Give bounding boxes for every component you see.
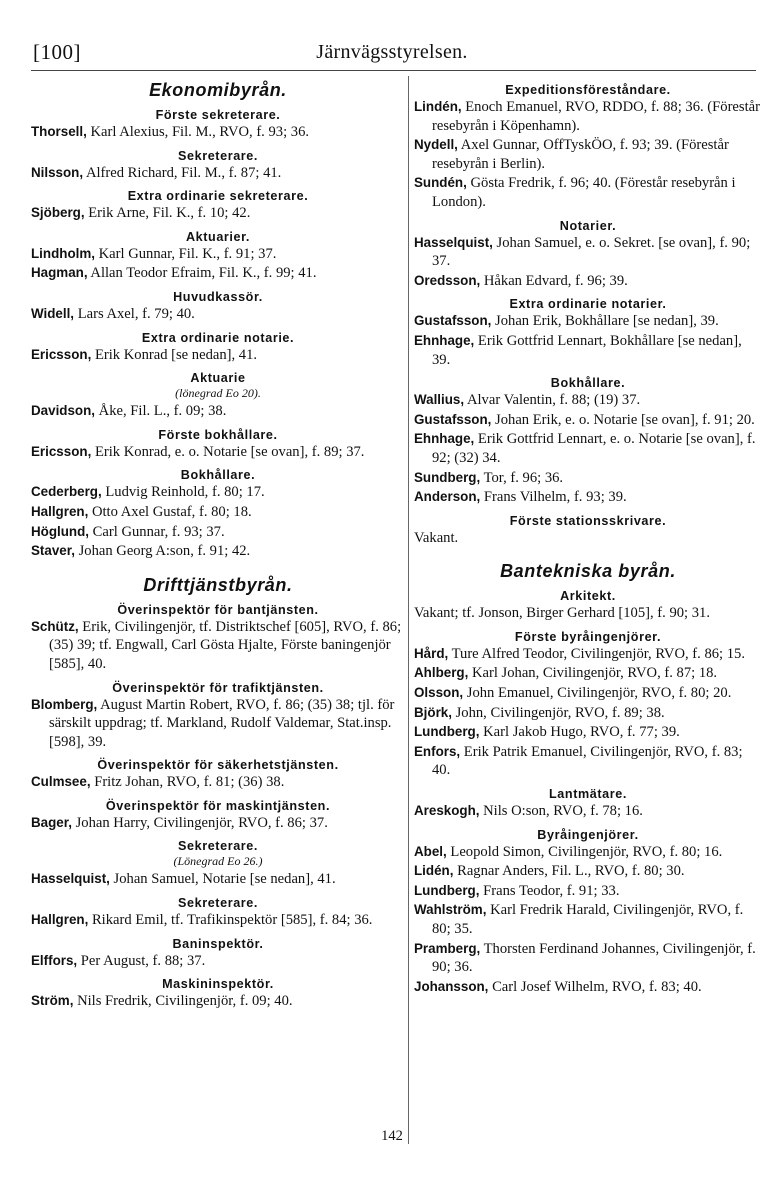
entry-details: Alfred Richard, Fil. M., f. 87; 41.	[85, 164, 282, 181]
salary-grade-note: (Lönegrad Eo 26.)	[173, 854, 263, 869]
staff-entry	[414, 723, 762, 742]
position-heading: Extra ordinarie notarie.	[141, 330, 295, 345]
surname: Elffors,	[31, 952, 78, 968]
staff-entry	[414, 529, 762, 548]
surname: Schütz,	[31, 618, 79, 634]
position-heading: Bokhållare.	[550, 376, 626, 391]
entry-details: Gösta Fredrik, f. 96; 40. (Förestår resebyrån i London).	[432, 175, 736, 210]
surname: Davidson,	[31, 403, 95, 419]
surname: Hallgren,	[31, 503, 89, 519]
position-heading: Extra ordinarie sekreterare.	[127, 189, 309, 204]
surname: Ericsson,	[31, 346, 92, 362]
position-heading: Aktuarie	[190, 371, 246, 386]
page-title: Järnvägsstyrelsen.	[316, 41, 468, 63]
surname: Enfors,	[414, 743, 461, 759]
entry-details: Karl Fredrik Harald, Civilingenjör, RVO, f. 80; 35.	[432, 902, 744, 937]
staff-entry	[414, 645, 762, 664]
staff-entry	[414, 843, 762, 862]
surname: Sundén,	[414, 175, 467, 191]
staff-entry	[414, 136, 762, 173]
staff-entry	[31, 123, 405, 142]
entry-details: Johan Erik, e. o. Notarie [se ovan], f. 91; 20.	[495, 411, 755, 428]
entry-details: Erik Konrad [se nedan], 41.	[94, 346, 258, 363]
staff-entry	[414, 862, 762, 881]
position-heading: Extra ordinarie notarier.	[509, 297, 667, 312]
surname: Hagman,	[31, 265, 88, 281]
entry-details: Allan Teodor Efraim, Fil. K., f. 99; 41.	[90, 265, 317, 282]
entry-details: Carl Josef Wilhelm, RVO, f. 83; 40.	[492, 978, 702, 995]
left-column	[31, 76, 405, 1012]
surname: Abel,	[414, 843, 447, 859]
entry-details: Ragnar Anders, Fil. L., RVO, f. 80; 30.	[457, 863, 685, 880]
surname: Hallgren,	[31, 912, 89, 928]
staff-entry	[31, 814, 405, 833]
staff-entry	[414, 684, 762, 703]
position-heading: Förste byråingenjörer.	[514, 629, 662, 644]
position-heading: Huvudkassör.	[173, 289, 263, 304]
surname: Anderson,	[414, 489, 481, 505]
surname: Ehnhage,	[414, 332, 475, 348]
staff-entry	[31, 503, 405, 522]
entry-details: Otto Axel Gustaf, f. 80; 18.	[91, 503, 252, 520]
staff-entry	[31, 245, 405, 264]
entry-details: Per August, f. 88; 37.	[80, 952, 206, 969]
position-heading: Förste bokhållare.	[158, 427, 278, 442]
surname: Lundberg,	[414, 724, 480, 740]
entry-details: Vakant; tf. Jonson, Birger Gerhard [105], f. 90; 31.	[414, 605, 711, 622]
entry-details: Leopold Simon, Civilingenjör, RVO, f. 80; 16.	[450, 843, 723, 860]
position-heading: Överinspektör för maskintjänsten.	[105, 798, 331, 813]
entry-details: Erik, Civilingenjör, tf. Distriktschef [605], RVO, f. 86; (35) 39; tf. Engwall, Carl Gösta Hjalte, Förste baningenjör [585], 40.	[49, 618, 402, 672]
surname: Wallius,	[414, 392, 465, 408]
surname: Oredsson,	[414, 272, 481, 288]
entry-details: Erik Patrik Emanuel, Civilingenjör, RVO, f. 83; 40.	[432, 743, 743, 779]
section-title: Drifttjänstbyrån.	[143, 574, 293, 595]
entry-details: Ture Alfred Teodor, Civilingenjör, RVO, f. 86; 15.	[451, 645, 745, 662]
position-heading: Byråingenjörer.	[537, 827, 639, 842]
surname: Sundberg,	[414, 469, 481, 485]
position-heading: Arkitekt.	[560, 589, 616, 604]
position-heading: Sekreterare.	[177, 148, 259, 163]
surname: Staver,	[31, 543, 75, 559]
staff-entry	[31, 773, 405, 792]
position-heading: Förste sekreterare.	[155, 108, 281, 122]
surname: Lidén,	[414, 863, 454, 879]
staff-entry	[414, 332, 762, 369]
entry-details: August Martin Robert, RVO, f. 86; (35) 38; tjl. för särskilt uppdrag; tf. Markland, Rudolf Valdemar, Stat.insp. [598], 39.	[49, 696, 395, 750]
staff-entry	[414, 98, 762, 135]
surname: Olsson,	[414, 685, 464, 701]
position-heading: Baninspektör.	[172, 936, 264, 951]
entry-details: Alvar Valentin, f. 88; (19) 37.	[466, 392, 641, 409]
entry-details: Karl Alexius, Fil. M., RVO, f. 93; 36.	[90, 124, 310, 140]
running-header	[0, 40, 784, 74]
surname: Hård,	[414, 645, 449, 661]
entry-details: Johan Samuel, Notarie [se nedan], 41.	[113, 871, 336, 888]
surname: Björk,	[414, 704, 452, 720]
surname: Widell,	[31, 305, 75, 321]
surname: Höglund,	[31, 523, 90, 539]
surname: Pramberg,	[414, 940, 481, 956]
staff-entry	[414, 312, 762, 331]
position-heading: Aktuarier.	[185, 229, 251, 244]
staff-entry	[31, 204, 405, 223]
surname: Ericsson,	[31, 443, 92, 459]
staff-entry	[414, 174, 762, 211]
surname: Culmsee,	[31, 774, 91, 790]
header-rule	[31, 70, 756, 71]
position-heading: Sekreterare.	[177, 839, 259, 854]
entry-details: John, Civilingenjör, RVO, f. 89; 38.	[455, 704, 665, 721]
entry-details: Tor, f. 96; 36.	[483, 469, 564, 486]
staff-entry	[31, 870, 405, 889]
position-heading: Bokhållare.	[180, 468, 256, 483]
position-heading: Expeditionsföreståndare.	[505, 83, 671, 97]
entry-details: Erik Gottfrid Lennart, e. o. Notarie [se ovan], f. 92; (32) 34.	[432, 431, 756, 466]
entry-details: Håkan Edvard, f. 96; 39.	[483, 272, 628, 289]
staff-entry	[414, 978, 762, 997]
surname: Ström,	[31, 993, 74, 1009]
entry-details: Johan Georg A:son, f. 91; 42.	[78, 543, 251, 560]
entry-details: Ludvig Reinhold, f. 80; 17.	[105, 484, 265, 501]
staff-entry	[414, 604, 762, 623]
position-heading: Överinspektör för bantjänsten.	[117, 602, 319, 617]
entry-details: Erik Konrad, e. o. Notarie [se ovan], f. 89; 37.	[94, 443, 365, 460]
surname: Sjöberg,	[31, 205, 85, 221]
surname: Hasselquist,	[414, 234, 493, 250]
staff-entry	[414, 940, 762, 977]
surname: Thorsell,	[31, 124, 87, 139]
surname: Bager,	[31, 814, 72, 830]
surname: Gustafsson,	[414, 313, 492, 329]
staff-entry	[31, 402, 405, 421]
section-title: Bantekniska byrån.	[500, 561, 676, 582]
surname: Lindén,	[414, 99, 462, 114]
staff-entry	[31, 164, 405, 183]
staff-entry	[414, 664, 762, 683]
staff-entry	[414, 391, 762, 410]
position-heading: Förste stationsskrivare.	[509, 513, 667, 528]
surname: Ahlberg,	[414, 665, 469, 681]
entry-details: Erik Gottfrid Lennart, Bokhållare [se nedan], 39.	[432, 332, 742, 368]
entry-details: Johan Samuel, e. o. Sekret. [se ovan], f. 90; 37.	[432, 234, 751, 270]
staff-entry	[414, 234, 762, 271]
surname: Hasselquist,	[31, 871, 110, 887]
staff-entry	[31, 346, 405, 365]
entry-details: Åke, Fil. L., f. 09; 38.	[98, 403, 227, 420]
entry-details: Axel Gunnar, OffTyskÖO, f. 93; 39. (Förestår resebyrån i Berlin).	[432, 137, 729, 172]
staff-entry	[31, 696, 405, 752]
staff-entry	[31, 992, 405, 1011]
entry-details: Johan Erik, Bokhållare [se nedan], 39.	[495, 313, 719, 330]
entry-details: Frans Vilhelm, f. 93; 39.	[483, 489, 627, 506]
entry-details: Karl Johan, Civilingenjör, RVO, f. 87; 18.	[471, 665, 718, 682]
position-heading: Överinspektör för trafiktjänsten.	[112, 680, 324, 695]
salary-grade-note: (lönegrad Eo 20).	[175, 386, 261, 401]
staff-entry	[414, 411, 762, 430]
entry-details: Erik Arne, Fil. K., f. 10; 42.	[88, 205, 251, 222]
entry-details: Johan Harry, Civilingenjör, RVO, f. 86; 37.	[75, 814, 328, 831]
entry-details: Karl Gunnar, Fil. K., f. 91; 37.	[98, 245, 277, 262]
position-heading: Lantmätare.	[549, 787, 627, 802]
staff-entry	[31, 523, 405, 542]
entry-details: Nils Fredrik, Civilingenjör, f. 09; 40.	[77, 993, 293, 1010]
surname: Lindholm,	[31, 245, 95, 261]
surname: Wahlström,	[414, 902, 487, 918]
staff-entry	[31, 443, 405, 462]
staff-entry	[31, 542, 405, 561]
staff-entry	[414, 882, 762, 901]
surname: Ehnhage,	[414, 431, 475, 447]
entry-details: John Emanuel, Civilingenjör, RVO, f. 80; 20.	[466, 685, 732, 702]
staff-entry	[414, 488, 762, 507]
staff-entry	[31, 483, 405, 502]
position-heading: Maskininspektör.	[162, 977, 274, 992]
entry-details: Enoch Emanuel, RVO, RDDO, f. 88; 36. (Förestår resebyrån i Köpenhamn).	[432, 99, 760, 134]
staff-entry	[414, 430, 762, 467]
entry-details: Lars Axel, f. 79; 40.	[77, 305, 195, 322]
surname: Cederberg,	[31, 484, 102, 500]
staff-entry	[414, 704, 762, 723]
surname: Gustafsson,	[414, 411, 492, 427]
entry-details: Vakant.	[414, 529, 459, 546]
entry-details: Karl Jakob Hugo, RVO, f. 77; 39.	[483, 724, 680, 741]
page-number: 142	[381, 1128, 403, 1144]
entry-details: Carl Gunnar, f. 93; 37.	[92, 523, 225, 540]
staff-entry	[414, 901, 762, 938]
surname: Nilsson,	[31, 164, 84, 180]
staff-entry	[414, 802, 762, 821]
surname: Nydell,	[414, 137, 458, 153]
surname: Areskogh,	[414, 803, 480, 819]
position-heading: Notarier.	[559, 218, 617, 233]
page-reference: [100]	[33, 40, 81, 64]
section-title: Ekonomibyrån.	[149, 80, 287, 100]
entry-details: Rikard Emil, tf. Trafikinspektör [585], f. 84; 36.	[91, 912, 373, 929]
right-column	[414, 76, 762, 997]
staff-entry	[414, 469, 762, 488]
position-heading: Sekreterare.	[177, 896, 259, 911]
staff-entry	[31, 305, 405, 324]
staff-entry	[31, 911, 405, 930]
staff-entry	[414, 272, 762, 291]
staff-entry	[414, 743, 762, 780]
column-divider	[408, 76, 409, 1144]
staff-entry	[31, 952, 405, 971]
surname: Johansson,	[414, 978, 489, 994]
staff-entry	[31, 264, 405, 283]
entry-details: Nils O:son, RVO, f. 78; 16.	[483, 803, 643, 820]
staff-entry	[31, 618, 405, 674]
surname: Lundberg,	[414, 882, 480, 898]
surname: Blomberg,	[31, 696, 98, 712]
entry-details: Frans Teodor, f. 91; 33.	[483, 882, 620, 899]
entry-details: Fritz Johan, RVO, f. 81; (36) 38.	[94, 774, 285, 791]
entry-details: Thorsten Ferdinand Johannes, Civilingenjör, f. 90; 36.	[432, 940, 756, 976]
position-heading: Överinspektör för säkerhetstjänsten.	[97, 758, 339, 773]
